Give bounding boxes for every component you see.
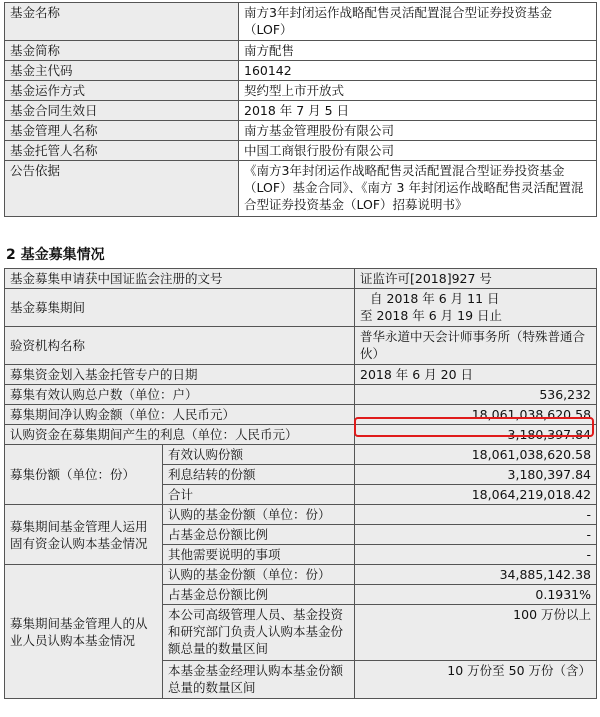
table-row bbox=[5, 385, 597, 405]
shares-row-label: 利息结转的份额 bbox=[163, 465, 355, 485]
table-row bbox=[5, 41, 597, 61]
table-row bbox=[5, 365, 597, 385]
fundraising-table bbox=[4, 268, 597, 699]
staff-row-value: 34,885,142.38 bbox=[355, 565, 597, 585]
section-title: 2 基金募集情况 bbox=[6, 247, 105, 263]
manager-own-row-value: - bbox=[355, 525, 597, 545]
value-cell: 《南方3年封闭运作战略配售灵活配置混合型证券投资基金（LOF）基金合同》、《南方 3 年封闭运作战略配售灵活配置混合型证券投资基金（LOF）招募说明书》 bbox=[239, 161, 597, 217]
auditor-label: 验资机构名称 bbox=[5, 327, 355, 365]
table-row bbox=[5, 161, 597, 217]
manager-own-row-value: - bbox=[355, 505, 597, 525]
manager-own-row-label: 占基金总份额比例 bbox=[163, 525, 355, 545]
fund-basic-info-table bbox=[4, 2, 597, 217]
manager-own-group-label: 募集期间基金管理人运用固有资金认购本基金情况 bbox=[5, 505, 163, 565]
period-label: 基金募集期间 bbox=[5, 289, 355, 327]
shares-row-value: 3,180,397.84 bbox=[355, 465, 597, 485]
interest-label: 认购资金在募集期间产生的利息（单位：人民币元） bbox=[5, 425, 355, 445]
table-row bbox=[5, 327, 597, 365]
table-row bbox=[5, 3, 597, 41]
staff-row-value: 100 万份以上 bbox=[355, 605, 597, 661]
staff-row-label: 本公司高级管理人员、基金投资和研究部门负责人认购本基金份额总量的数量区间 bbox=[163, 605, 355, 661]
interest-value: 3,180,397.84 bbox=[355, 425, 597, 445]
shares-row-label: 合计 bbox=[163, 485, 355, 505]
key-cell: 基金管理人名称 bbox=[5, 121, 239, 141]
approval-label: 基金募集申请获中国证监会注册的文号 bbox=[5, 269, 355, 289]
value-cell: 2018 年 7 月 5 日 bbox=[239, 101, 597, 121]
table-row bbox=[5, 61, 597, 81]
staff-row-value: 0.1931% bbox=[355, 585, 597, 605]
period-from: 自 2018 年 6 月 11 日 bbox=[370, 291, 500, 306]
shares-row-label: 有效认购份额 bbox=[163, 445, 355, 465]
table-row bbox=[5, 81, 597, 101]
staff-group-label: 募集期间基金管理人的从业人员认购本基金情况 bbox=[5, 565, 163, 699]
auditor-value: 普华永道中天会计师事务所（特殊普通合伙） bbox=[355, 327, 597, 365]
key-cell: 基金简称 bbox=[5, 41, 239, 61]
transfer-date-label: 募集资金划入基金托管专户的日期 bbox=[5, 365, 355, 385]
table-row bbox=[5, 445, 597, 465]
table-row bbox=[5, 565, 597, 585]
period-value bbox=[355, 289, 597, 327]
table-row bbox=[5, 505, 597, 525]
approval-value: 证监许可[2018]927 号 bbox=[355, 269, 597, 289]
net-amount-value: 18,061,038,620.58 bbox=[355, 405, 597, 425]
value-cell: 南方基金管理股份有限公司 bbox=[239, 121, 597, 141]
key-cell: 基金合同生效日 bbox=[5, 101, 239, 121]
manager-own-row-label: 其他需要说明的事项 bbox=[163, 545, 355, 565]
table-row bbox=[5, 141, 597, 161]
shares-row-value: 18,064,219,018.42 bbox=[355, 485, 597, 505]
households-label: 募集有效认购总户数（单位：户） bbox=[5, 385, 355, 405]
staff-row-label: 本基金基金经理认购本基金份额总量的数量区间 bbox=[163, 661, 355, 699]
shares-row-value: 18,061,038,620.58 bbox=[355, 445, 597, 465]
staff-row-label: 占基金总份额比例 bbox=[163, 585, 355, 605]
period-to: 至 2018 年 6 月 19 日止 bbox=[360, 308, 503, 323]
value-cell: 中国工商银行股份有限公司 bbox=[239, 141, 597, 161]
table-row bbox=[5, 121, 597, 141]
manager-own-row-value: - bbox=[355, 545, 597, 565]
key-cell: 基金名称 bbox=[5, 3, 239, 41]
value-cell: 南方配售 bbox=[239, 41, 597, 61]
table-row bbox=[5, 269, 597, 289]
value-cell: 南方3年封闭运作战略配售灵活配置混合型证券投资基金（LOF） bbox=[239, 3, 597, 41]
table-row bbox=[5, 289, 597, 327]
households-value: 536,232 bbox=[355, 385, 597, 405]
staff-row-label: 认购的基金份额（单位：份） bbox=[163, 565, 355, 585]
red-highlight-box bbox=[354, 417, 594, 437]
staff-row-value: 10 万份至 50 万份（含） bbox=[355, 661, 597, 699]
value-cell: 契约型上市开放式 bbox=[239, 81, 597, 101]
table-row bbox=[5, 101, 597, 121]
key-cell: 基金托管人名称 bbox=[5, 141, 239, 161]
key-cell: 基金运作方式 bbox=[5, 81, 239, 101]
net-amount-label: 募集期间净认购金额（单位：人民币元） bbox=[5, 405, 355, 425]
value-cell: 160142 bbox=[239, 61, 597, 81]
key-cell: 公告依据 bbox=[5, 161, 239, 217]
transfer-date-value: 2018 年 6 月 20 日 bbox=[355, 365, 597, 385]
shares-group-label: 募集份额（单位：份） bbox=[5, 445, 163, 505]
manager-own-row-label: 认购的基金份额（单位：份） bbox=[163, 505, 355, 525]
key-cell: 基金主代码 bbox=[5, 61, 239, 81]
